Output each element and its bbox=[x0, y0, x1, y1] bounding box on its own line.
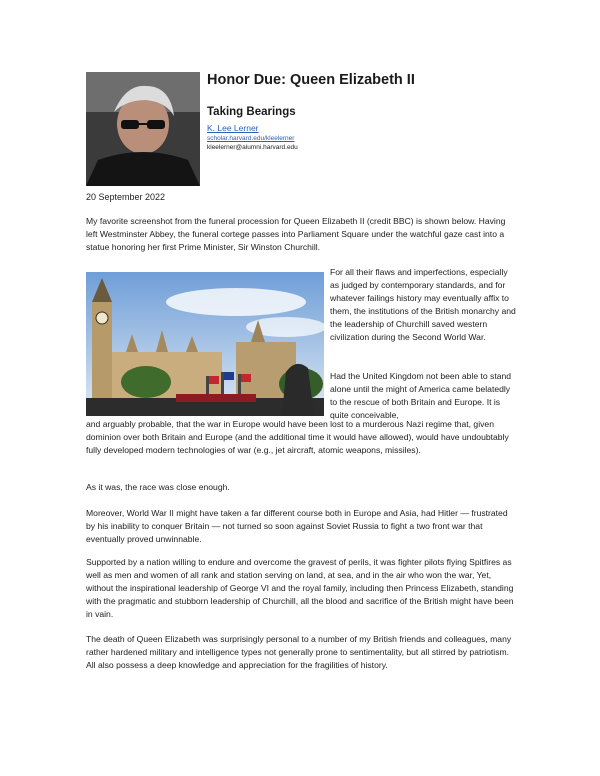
paragraph: Had the United Kingdom not been able to stand alone until the might of America came belatedly to the rescue of both Britain and Europe. It is quite conceivable, bbox=[330, 371, 512, 420]
paragraph: Supported by a nation willing to endure and overcome the gravest of perils, it was fighter pilots flying Spitfires as well as men and women of all rank and station serving on land, at sea, and in the air who won the war, Yet, without the inspirational leadership of George VI and the royal family, including then Princess Elizabeth, standing with the pragmatic and stubborn leadership of Churchill, all the blood and sacrifice of the British might have been in vain. bbox=[86, 557, 514, 619]
page-title: Honor Due: Queen Elizabeth II bbox=[207, 72, 415, 88]
paragraph: My favorite screenshot from the funeral procession for Queen Elizabeth II (credit BBC) is shown below. Having left Westminster Abbey, the funeral cortege passes into Parliament Square under the watchful gaze cast into a statue honoring her first Prime Minister, Sir Winston Churchill. bbox=[86, 216, 506, 252]
author-email: kleelerner@alumni.harvard.edu bbox=[207, 144, 298, 151]
paragraph: The death of Queen Elizabeth was surprisingly personal to a number of my British friends and colleagues, many rather hardened military and intelligence types not generally prone to sentimentality, but all stirred by patriotism. All also possess a deep knowledge and appreciation for the fragilities of history. bbox=[86, 634, 512, 670]
paragraph: As it was, the race was close enough. bbox=[86, 482, 230, 492]
author-link[interactable]: K. Lee Lerner bbox=[207, 123, 259, 133]
author-photo bbox=[86, 72, 200, 186]
author-url-link[interactable]: scholar.harvard.edu/kleelerner bbox=[207, 135, 295, 142]
byline bbox=[207, 123, 298, 152]
funeral-procession-photo bbox=[86, 272, 324, 416]
page-subtitle: Taking Bearings bbox=[207, 106, 296, 118]
paragraph: For all their flaws and imperfections, especially as judged by contemporary standards, and for whatever failings history may eventually affix to them, the institutions of the British monarchy and the leadership of Churchill saved western civilization during the Second World War. bbox=[330, 267, 516, 342]
publish-date: 20 September 2022 bbox=[86, 192, 166, 202]
paragraph: and arguably probable, that the war in Europe would have been lost to a murderous Nazi regime that, given dominion over both Britain and Europe (and the additional time it would have allowed), would have undoubtably fully developed modern technologies of war (e.g., jet aircraft, atomic weapons, missiles). bbox=[86, 419, 509, 455]
paragraph: Moreover, World War II might have taken a far different course both in Europe and Asia, had Hitler — frustrated by his inability to conquer Britain — not turned so soon against Soviet Russia to fight a two front war that eventually proved unwinnable. bbox=[86, 508, 508, 544]
